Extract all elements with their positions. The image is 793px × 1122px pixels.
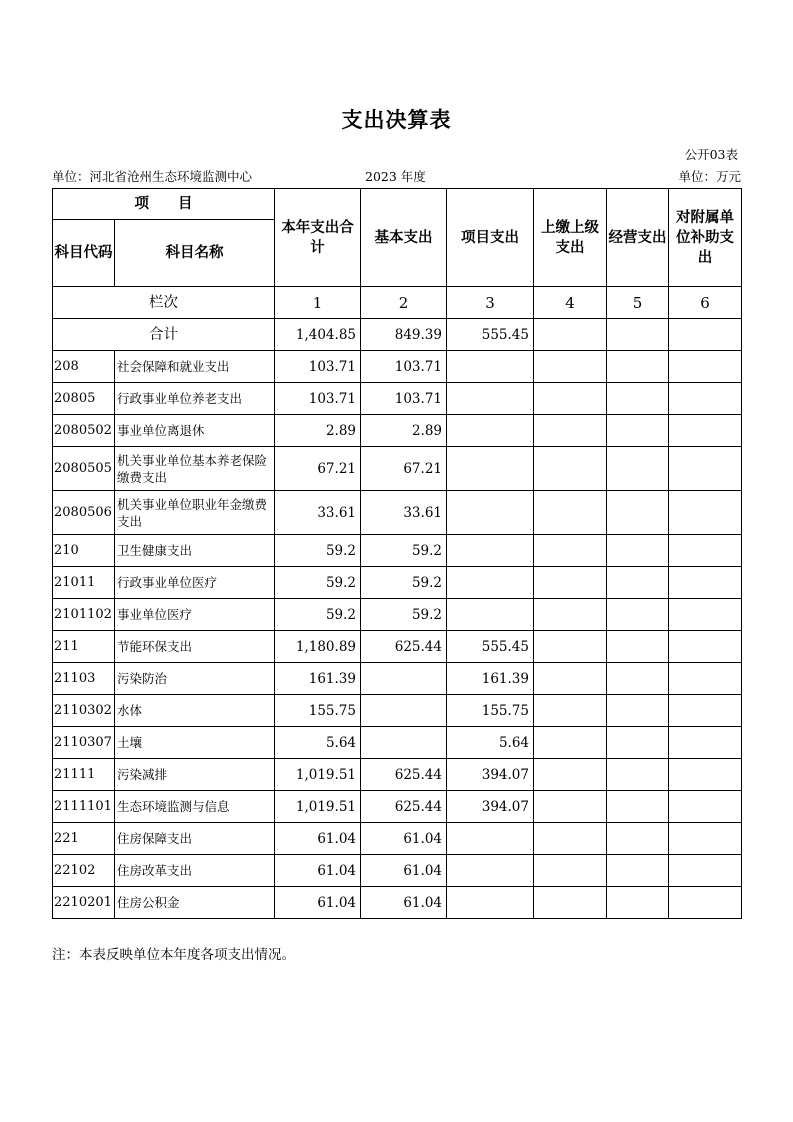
report-meta <box>52 167 741 185</box>
name-cell: 行政事业单位养老支出 <box>115 383 275 415</box>
business-cell <box>607 887 669 919</box>
subsidy-cell <box>669 663 742 695</box>
project-cell: 394.07 <box>447 759 534 791</box>
table-row <box>53 663 742 695</box>
expenditure-table <box>52 188 742 919</box>
upper-cell <box>534 631 607 663</box>
business-cell <box>607 383 669 415</box>
basic-cell: 61.04 <box>361 855 447 887</box>
name-cell: 卫生健康支出 <box>115 535 275 567</box>
header-subsidy: 对附属单位补助支出 <box>669 189 742 287</box>
total-cell: 33.61 <box>275 491 361 535</box>
name-cell: 污染减排 <box>115 759 275 791</box>
business-cell <box>607 351 669 383</box>
project-cell: 155.75 <box>447 695 534 727</box>
total-cell: 155.75 <box>275 695 361 727</box>
upper-cell <box>534 491 607 535</box>
basic-cell: 33.61 <box>361 491 447 535</box>
column-index-label: 栏次 <box>53 287 275 319</box>
name-cell: 行政事业单位医疗 <box>115 567 275 599</box>
upper-cell <box>534 567 607 599</box>
reporting-unit: 单位：河北省沧州生态环境监测中心 <box>52 169 253 184</box>
table-row <box>53 491 742 535</box>
code-cell: 2110302 <box>53 695 115 727</box>
code-cell: 2210201 <box>53 887 115 919</box>
basic-cell: 625.44 <box>361 791 447 823</box>
upper-cell <box>534 855 607 887</box>
header-business: 经营支出 <box>607 189 669 287</box>
basic-cell <box>361 727 447 759</box>
table-row <box>53 535 742 567</box>
business-cell <box>607 415 669 447</box>
business-cell <box>607 631 669 663</box>
subsidy-cell <box>669 447 742 491</box>
project-cell <box>447 887 534 919</box>
business-cell <box>607 447 669 491</box>
table-row <box>53 727 742 759</box>
project-cell <box>447 535 534 567</box>
table-row <box>53 383 742 415</box>
table-row <box>53 695 742 727</box>
upper-cell <box>534 791 607 823</box>
total-cell: 59.2 <box>275 535 361 567</box>
name-cell: 机关事业单位职业年金缴费支出 <box>115 491 275 535</box>
business-cell <box>607 663 669 695</box>
column-index-cell: 5 <box>607 287 669 319</box>
column-index-cell: 4 <box>534 287 607 319</box>
basic-cell: 59.2 <box>361 535 447 567</box>
basic-cell: 103.71 <box>361 351 447 383</box>
upper-cell <box>534 447 607 491</box>
subsidy-cell <box>669 823 742 855</box>
upper-cell <box>534 415 607 447</box>
upper-cell <box>534 695 607 727</box>
basic-cell: 625.44 <box>361 631 447 663</box>
project-cell <box>447 383 534 415</box>
basic-cell: 67.21 <box>361 447 447 491</box>
code-cell: 22102 <box>53 855 115 887</box>
name-cell: 土壤 <box>115 727 275 759</box>
header-name: 科目名称 <box>115 220 275 287</box>
project-cell <box>447 415 534 447</box>
code-cell: 2111101 <box>53 791 115 823</box>
name-cell: 住房保障支出 <box>115 823 275 855</box>
subsidy-cell <box>669 759 742 791</box>
project-cell <box>447 567 534 599</box>
upper-cell <box>534 599 607 631</box>
column-index-cell: 2 <box>361 287 447 319</box>
total-cell: 67.21 <box>275 447 361 491</box>
table-row <box>53 351 742 383</box>
upper-cell <box>534 535 607 567</box>
code-cell: 21103 <box>53 663 115 695</box>
name-cell: 住房公积金 <box>115 887 275 919</box>
subsidy-cell <box>669 351 742 383</box>
report-year: 2023 年度 <box>365 169 426 184</box>
subsidy-cell <box>669 791 742 823</box>
basic-cell <box>361 695 447 727</box>
project-cell: 555.45 <box>447 631 534 663</box>
subsidy-cell <box>669 727 742 759</box>
total-cell: 61.04 <box>275 823 361 855</box>
total-cell: 103.71 <box>275 351 361 383</box>
subsidy-cell <box>669 535 742 567</box>
header-item: 项 目 <box>53 189 275 220</box>
table-row <box>53 567 742 599</box>
project-cell <box>447 599 534 631</box>
basic-cell: 2.89 <box>361 415 447 447</box>
header-total: 本年支出合计 <box>275 189 361 287</box>
upper-cell <box>534 823 607 855</box>
business-cell <box>607 567 669 599</box>
project-cell: 161.39 <box>447 663 534 695</box>
project-cell <box>447 823 534 855</box>
total-cell: 1,180.89 <box>275 631 361 663</box>
project-cell <box>447 351 534 383</box>
total-cell: 161.39 <box>275 663 361 695</box>
page-title: 支出决算表 <box>341 108 452 132</box>
subsidy-cell <box>669 855 742 887</box>
subsidy-cell <box>669 695 742 727</box>
code-cell: 2080505 <box>53 447 115 491</box>
project-cell <box>447 447 534 491</box>
upper-cell <box>534 319 607 351</box>
project-cell <box>447 491 534 535</box>
code-cell: 2080506 <box>53 491 115 535</box>
code-cell: 20805 <box>53 383 115 415</box>
upper-cell <box>534 759 607 791</box>
column-index-row <box>53 287 742 319</box>
table-row <box>53 631 742 663</box>
currency-unit: 单位：万元 <box>678 169 741 184</box>
upper-cell <box>534 663 607 695</box>
basic-cell: 103.71 <box>361 383 447 415</box>
project-cell <box>447 855 534 887</box>
subsidy-cell <box>669 319 742 351</box>
name-cell: 事业单位医疗 <box>115 599 275 631</box>
code-cell: 210 <box>53 535 115 567</box>
basic-cell: 849.39 <box>361 319 447 351</box>
total-cell: 103.71 <box>275 383 361 415</box>
business-cell <box>607 491 669 535</box>
total-row <box>53 319 742 351</box>
table-row <box>53 759 742 791</box>
table-row <box>53 447 742 491</box>
name-cell: 社会保障和就业支出 <box>115 351 275 383</box>
name-cell: 住房改革支出 <box>115 855 275 887</box>
business-cell <box>607 791 669 823</box>
total-cell: 59.2 <box>275 599 361 631</box>
upper-cell <box>534 383 607 415</box>
code-cell: 21011 <box>53 567 115 599</box>
basic-cell: 59.2 <box>361 599 447 631</box>
subsidy-cell <box>669 567 742 599</box>
subsidy-cell <box>669 631 742 663</box>
name-cell: 事业单位离退休 <box>115 415 275 447</box>
basic-cell: 59.2 <box>361 567 447 599</box>
form-number: 公开03表 <box>684 147 738 162</box>
name-cell: 水体 <box>115 695 275 727</box>
total-cell: 1,019.51 <box>275 759 361 791</box>
basic-cell: 61.04 <box>361 823 447 855</box>
table-row <box>53 855 742 887</box>
table-row <box>53 415 742 447</box>
basic-cell: 61.04 <box>361 887 447 919</box>
business-cell <box>607 599 669 631</box>
table-row <box>53 887 742 919</box>
header-code: 科目代码 <box>53 220 115 287</box>
footnote: 注：本表反映单位本年度各项支出情况。 <box>52 947 295 963</box>
header-row-1 <box>53 189 742 220</box>
project-cell: 555.45 <box>447 319 534 351</box>
code-cell: 208 <box>53 351 115 383</box>
table-row <box>53 599 742 631</box>
name-cell: 生态环境监测与信息 <box>115 791 275 823</box>
upper-cell <box>534 887 607 919</box>
business-cell <box>607 695 669 727</box>
business-cell <box>607 535 669 567</box>
basic-cell <box>361 663 447 695</box>
basic-cell: 625.44 <box>361 759 447 791</box>
code-cell: 2101102 <box>53 599 115 631</box>
business-cell <box>607 319 669 351</box>
business-cell <box>607 727 669 759</box>
code-cell: 21111 <box>53 759 115 791</box>
name-cell: 节能环保支出 <box>115 631 275 663</box>
total-cell: 61.04 <box>275 887 361 919</box>
total-cell: 59.2 <box>275 567 361 599</box>
code-cell: 211 <box>53 631 115 663</box>
total-cell: 2.89 <box>275 415 361 447</box>
header-basic: 基本支出 <box>361 189 447 287</box>
business-cell <box>607 823 669 855</box>
subsidy-cell <box>669 887 742 919</box>
project-cell: 394.07 <box>447 791 534 823</box>
header-project: 项目支出 <box>447 189 534 287</box>
table-row <box>53 823 742 855</box>
total-label: 合计 <box>53 319 275 351</box>
column-index-cell: 6 <box>669 287 742 319</box>
total-cell: 5.64 <box>275 727 361 759</box>
project-cell: 5.64 <box>447 727 534 759</box>
business-cell <box>607 759 669 791</box>
code-cell: 2080502 <box>53 415 115 447</box>
column-index-cell: 1 <box>275 287 361 319</box>
code-cell: 221 <box>53 823 115 855</box>
name-cell: 污染防治 <box>115 663 275 695</box>
upper-cell <box>534 351 607 383</box>
subsidy-cell <box>669 383 742 415</box>
total-cell: 1,019.51 <box>275 791 361 823</box>
upper-cell <box>534 727 607 759</box>
table-row <box>53 791 742 823</box>
header-upper: 上缴上级支出 <box>534 189 607 287</box>
subsidy-cell <box>669 491 742 535</box>
total-cell: 1,404.85 <box>275 319 361 351</box>
subsidy-cell <box>669 599 742 631</box>
business-cell <box>607 855 669 887</box>
column-index-cell: 3 <box>447 287 534 319</box>
subsidy-cell <box>669 415 742 447</box>
code-cell: 2110307 <box>53 727 115 759</box>
name-cell: 机关事业单位基本养老保险缴费支出 <box>115 447 275 491</box>
total-cell: 61.04 <box>275 855 361 887</box>
